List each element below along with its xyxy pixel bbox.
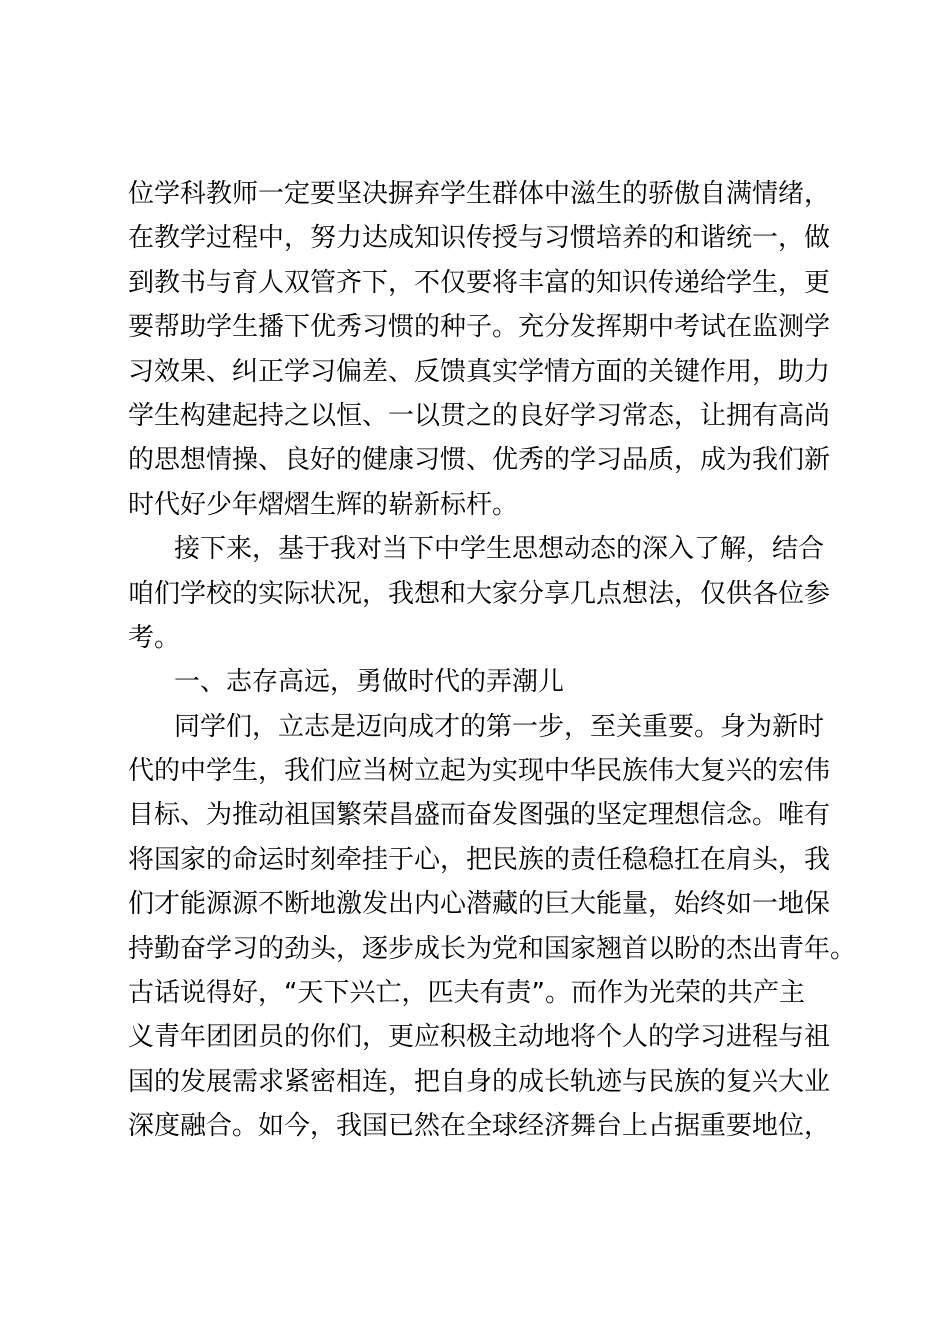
paragraph-line: 古话说得好，“天下兴亡，匹夫有责”。而作为光荣的共产主 <box>128 978 805 1009</box>
paragraph-line: 义青年团团员的你们，更应积极主动地将个人的学习进程与祖 <box>128 1022 831 1053</box>
paragraph-line: 到教书与育人双管齐下，不仅要将丰富的知识传递给学生，更 <box>128 267 831 298</box>
paragraph-first-line: 接下来，基于我对当下中学生思想动态的深入了解，结合 <box>174 534 825 565</box>
paragraph-line: 的思想情操、良好的健康习惯、优秀的学习品质，成为我们新 <box>128 445 831 476</box>
paragraph-line: 位学科教师一定要坚决摒弃学生群体中滋生的骄傲自满情绪， <box>128 179 831 209</box>
paragraph-line: 代的中学生，我们应当树立起为实现中华民族伟大复兴的宏伟 <box>128 756 831 787</box>
paragraph-line: 要帮助学生播下优秀习惯的种子。充分发挥期中考试在监测学 <box>128 312 831 343</box>
paragraph-line: 持勤奋学习的劲头，逐步成长为党和国家翘首以盼的杰出青年。 <box>128 933 857 964</box>
paragraph-line: 在教学过程中，努力达成知识传授与习惯培养的和谐统一，做 <box>128 223 831 254</box>
paragraph-line: 深度融合。如今，我国已然在全球经济舞台上占据重要地位， <box>128 1111 831 1142</box>
paragraph-line: 将国家的命运时刻牵挂于心，把民族的责任稳稳扛在肩头，我 <box>128 844 831 875</box>
paragraph-line: 时代好少年熠熠生辉的崭新标杆。 <box>128 489 519 520</box>
paragraph-first-line: 同学们，立志是迈向成才的第一步，至关重要。身为新时 <box>174 711 825 742</box>
section-heading: 一、志存高远，勇做时代的弄潮儿 <box>174 667 565 698</box>
body-text <box>128 172 857 1149</box>
paragraph-line: 考。 <box>128 622 181 653</box>
paragraph-line: 们才能源源不断地激发出内心潜藏的巨大能量，始终如一地保 <box>128 889 831 920</box>
paragraph-line: 咱们学校的实际状况，我想和大家分享几点想法，仅供各位参 <box>128 578 831 609</box>
paragraph-line: 学生构建起持之以恒、一以贯之的良好学习常态，让拥有高尚 <box>128 400 831 431</box>
paragraph-line: 国的发展需求紧密相连，把自身的成长轨迹与民族的复兴大业 <box>128 1066 831 1097</box>
paragraph-line: 习效果、纠正学习偏差、反馈真实学情方面的关键作用，助力 <box>128 356 831 387</box>
paragraph-line: 目标、为推动祖国繁荣昌盛而奋发图强的坚定理想信念。唯有 <box>128 800 831 831</box>
